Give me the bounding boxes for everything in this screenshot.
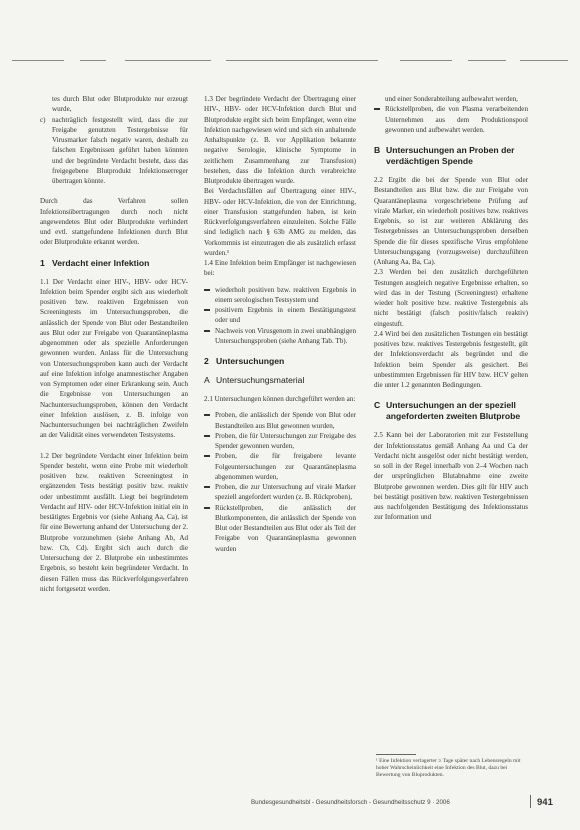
section-number: 2 <box>204 356 209 366</box>
list-item: Nachweis von Virusgenom in zwei unabhängigen Untersuchungsproben (siehe Anhang Tab. Tb). <box>204 326 356 347</box>
column-right <box>374 94 528 533</box>
column-left <box>40 94 188 604</box>
list-item: Rückstellproben, die von Plasma verarbeitenden Unternehmen aus dem Produktionspool gewonnen und aufbewahrt werden. <box>374 104 528 135</box>
list-item: Proben, die für freigabere levante Folgeuntersuchungen zur Quarantäneplasma abgenommen wurden, <box>204 451 356 482</box>
bullet-list <box>374 104 528 135</box>
subsection-letter: A <box>204 375 210 385</box>
subsection-title: Untersuchungen an der speziell angeforderten zweiten Blutprobe <box>386 400 521 422</box>
paragraph: 2.4 Wird bei den zusätzlichen Testungen ein bestätigt positives bzw. reaktives Testergebnis festgestellt, gilt der Infektionsverdacht als begründet und die Infektion beim Spender als gesichert. Bei unbestimmten Ergebnissen für HIV bzw. HCV gelten die unter 1.2 genannten Bedingungen. <box>374 329 528 389</box>
paragraph: 2.5 Kann bei der Laboratorien mit zur Feststellung der Infektionsstatus gemäß Anhang Aa und Ca der Verdacht nicht ausgelöst oder nicht bestätigt werden, so soll in der Regel innerhalb von 2–4 Wochen nach der ursprünglichen Blutabnahme eine zweite Blutprobe gewonnen werden. Dies gilt für HIV auch bei bestätigt positiven bzw. reaktiven Testergebnissen aus nachfolgenden Bestätigung des Infektionsstatus zur Information und <box>374 431 528 522</box>
section-title: Untersuchungen <box>216 356 285 366</box>
list-item: positivem Ergebnis in einem Bestätigungstest oder und <box>204 305 356 326</box>
subsection-heading <box>204 375 356 386</box>
paragraph: tes durch Blut oder Blutprodukte nur erzeugt wurde, <box>52 95 188 114</box>
section-title: Verdacht einer Infektion <box>52 257 150 268</box>
header-rule <box>125 60 211 61</box>
paragraph: 2.3 Werden bei den zusätzlich durchgeführten Testungen ausgleich negative Ergebnisse erhalten, so wird das in der Testung (Screeningtest) erhaltene wieder holt positive bzw. reaktive Testergebnis als nicht bestätigt (falsch positiv/falsch reaktiv) eingestuft. <box>374 268 528 328</box>
list-item: Proben, die anlässlich der Spende von Blut oder Bestandteilen aus Blut gewonnen wurden, <box>204 410 356 431</box>
subsection-letter: B <box>374 145 381 155</box>
paragraph: und einer Sonderabteilung aufbewahrt werden, <box>385 95 518 103</box>
list-item: Proben, die zur Untersuchung auf virale Marker speziell angefordert wurden (z. B. Rückproben), <box>204 482 356 503</box>
list-item-label: c) <box>40 115 46 124</box>
header-rule <box>226 60 378 61</box>
paragraph: 2.2 Ergibt die bei der Spende von Blut oder Bestandteilen aus Blut bzw. die zur Freigabe von Quarantäneplasma vorgeschriebene Prüfung auf virale Marker, ein wiederholt positives bzw. reaktives Ergebnis, so ist zur weiteren Abklärung des Testergebnisses an Untersuchungsproben derselben Spende die für dieses spezifische Virus empfohlene Untersuchungsgang (vorzugsweise) durchzuführen (Anhang Aa, Ba, Ca). <box>374 176 528 266</box>
paragraph: 1.4 Eine Infektion beim Empfänger ist nachgewiesen bei: <box>204 259 356 278</box>
subsection-title: Untersuchungsmaterial <box>216 375 305 385</box>
header-rule <box>80 60 106 61</box>
footnote-rule <box>376 754 416 755</box>
footnote: ¹ Eine Infektion verlagerter ≥ Tage später nach Lebensregeln mit hoher Wahrscheinlichkeit eine Infektion des Blut, dazu bei Bewertung von Bluprodukten. <box>376 758 521 778</box>
subsection-heading <box>374 145 528 167</box>
paragraph: 1.1 Der Verdacht einer HIV-, HBV- oder HCV-Infektion beim Spender ergibt sich aus wiederholt positiven bzw. reaktiven Ergebnissen von Screeningtests im Untersuchungsproben, die anlässlich der Spende von Blut oder Bestandteilen aus Blut oder zur Freigabe von Quarantäneplasma abgenommen oder als spezielle Anforderungen gewonnen wurden. Anlass für die Untersuchung von Untersuchungsproben kann auch der Verdacht auf eine Infektion infolge anamnestischer Angaben von Symptomen oder einer Erkrankung sein. Auch die Ergebnisse von Untersuchungen an Nachuntersuchungsproben, können den Verdacht einer Infektion auslösen, z. B. infolge von Nachuntersuchungen bei nachträglichen Zweifeln an der Validität eines verwendeten Testsystems. <box>40 277 188 440</box>
header-rule <box>12 60 64 61</box>
section-heading <box>204 356 356 367</box>
header-rule <box>520 60 568 61</box>
paragraph: Bei Verdachtsfällen auf Übertragung einer HIV-, HBV- oder HCV-Infektion, die von der Einrichtung, einer Transfusion stattgefunden haben, ist kein Rückverfolgungsverfahren einzuleiten. Solche Fälle sind lediglich nach § 63b AMG zu melden, das Vorkommnis ist einzutragen die als zusätzlich erfasst wurden.¹ <box>204 187 356 257</box>
list-item: Rückstellproben, die anlässlich der Blutkomponenten, die anlässlich der Spende von Blut oder Bestandteilen aus Blut oder als Teil der Freigabe von Quarantäneplasma gewonnen wurden <box>204 503 356 554</box>
paragraph: 1.2 Der begründete Verdacht einer Infektion beim Spender besteht, wenn eine Probe mit wiederholt positiven bzw. reaktiven Screeningtest in ergänzenden Tests bestätigt positiv bzw. reaktiv oder unbestimmt ausfällt. Liegt bei begründetem Verdacht auf HIV- oder HCV-Infektion initial ein in bestätigtes Ergebnis vor (siehe Anhang Aa, Ca), ist für eine Bewertung anhand der Untersuchung der 2. Blutprobe vorzunehmen (siehe Anhang Ab, Ad bzw. Cb, Cd). Ergibt sich auch durch die Untersuchung der 2. Blutprobe ein unbestimmtes Ergebnis, so besteht kein begründeter Verdacht. In diesen Fällen muss das Rückverfolgungsverfahren nicht fortgesetzt werden. <box>40 451 188 593</box>
header-rule <box>468 60 506 61</box>
footer-divider <box>530 795 531 808</box>
subsection-letter: C <box>374 400 381 411</box>
paragraph: 2.1 Untersuchungen können durchgeführt werden an: <box>204 395 356 403</box>
page-number: 941 <box>537 797 553 808</box>
column-middle <box>204 94 356 564</box>
list-item-text: nachträglich festgestellt wird, dass die zur Freigabe genutzten Testergebnisse für Virusmarker falsch negativ waren, deshalb zu falschen Ergebnissen geführt haben könnten und der begründete Verdacht besteht, dass das freigegebene Blutprodukt Infektionserreger übertragen könnte. <box>52 115 188 185</box>
section-heading <box>40 258 188 269</box>
bullet-list <box>204 410 356 554</box>
subsection-heading <box>374 400 528 422</box>
list-item: wiederholt positiven bzw. reaktiven Ergebnis in einem serologischen Testsystem und <box>204 285 356 306</box>
subsection-title: Untersuchungen an Proben der verdächtigen Spende <box>386 145 515 166</box>
enumerated-list <box>40 115 188 187</box>
bullet-list <box>204 285 356 347</box>
section-number: 1 <box>40 257 45 268</box>
list-item: Proben, die für Untersuchungen zur Freigabe des Spender gewonnen wurden, <box>204 431 356 452</box>
list-item <box>40 115 188 187</box>
running-footer: Bundesgesundheitsbl - Gesundheitsforsch - Gesundheitsschutz 9 · 2006 <box>251 799 450 806</box>
paragraph: Durch das Verfahren sollen Infektionsübertragungen durch noch nicht angewendetes Blut oder Blutprodukte verhindert und evtl. stattgefundene Infektionen durch Blut oder Blutprodukte erkannt werden. <box>40 197 188 247</box>
paragraph: 1.3 Der begründete Verdacht der Übertragung einer HIV-, HBV- oder HCV-Infektion durch Blut und Blutprodukte ergibt sich beim Empfänger, wenn eine Infektion nachgewiesen wird und sich ein anhaltende Anhaltspunkte (z. B. vor Applikation bekannte negative Serologie, klinische Symptome in zeitlichem Zusammenhang zur Transfusion) bestehen, dass die Infektion durch verabreichte Blutprodukte übertragen wurde. <box>204 95 356 185</box>
header-rule <box>400 60 452 61</box>
